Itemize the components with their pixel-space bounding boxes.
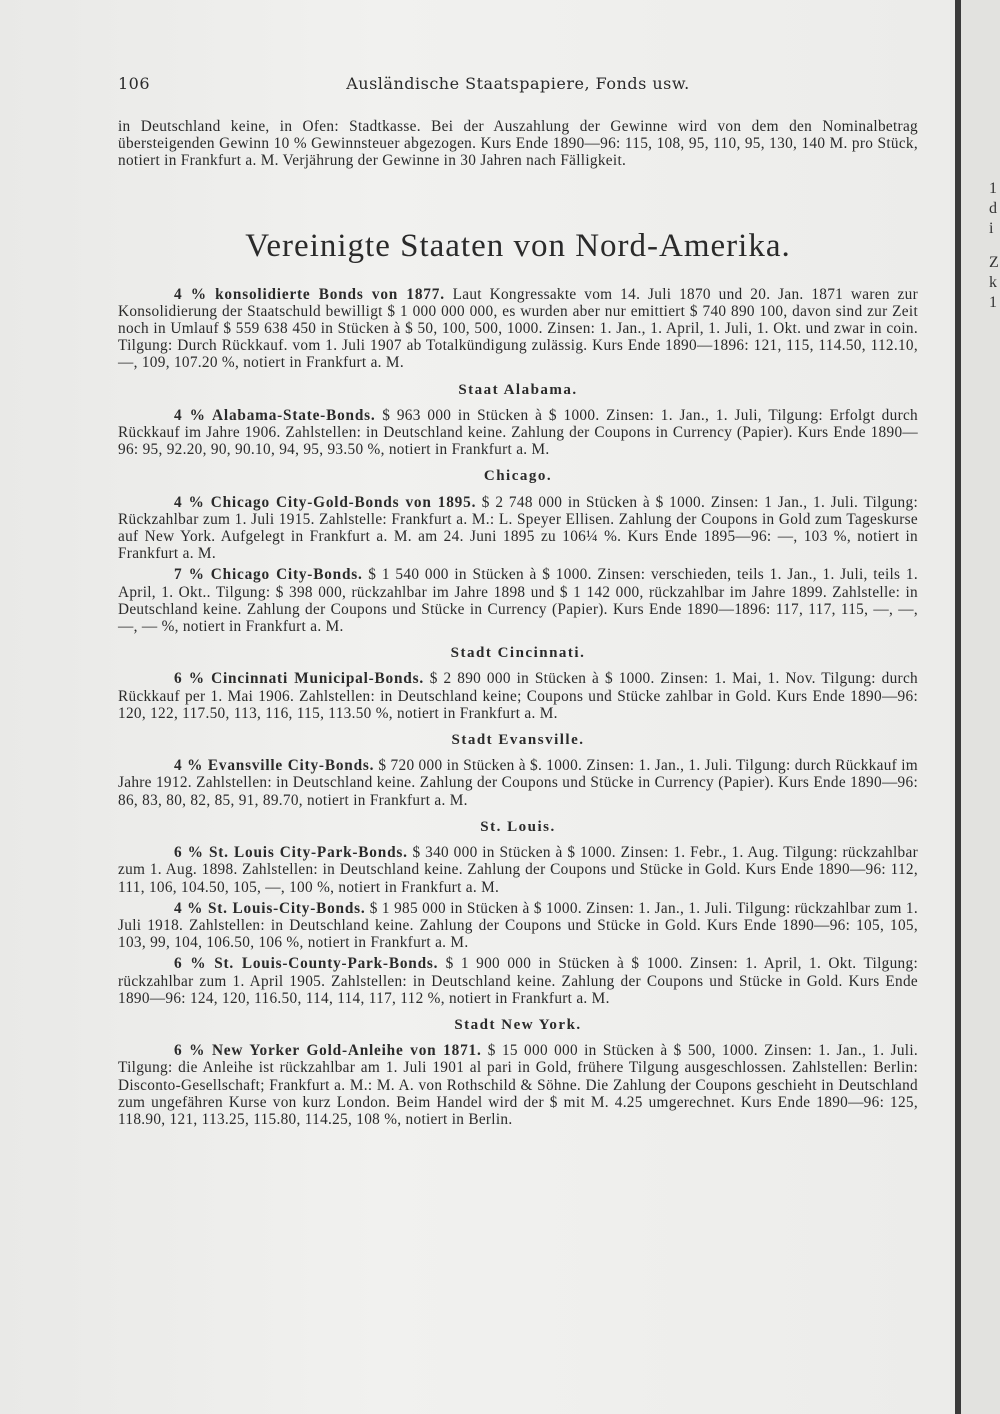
bond-entry xyxy=(118,670,918,722)
bond-text: $ 340 000 in Stücken à $ 1000. Zinsen: 1. Febr., 1. Aug. Tilgung: rückzahlbar zum 1. Aug. 1898. Zahlstellen: in Deutschland keine. Zahlung der Coupons und Stücke in Gold. Kurs Ende 1890—96: 112, 111, 106, 104.50, 105, —, 100 %, notiert in Frankfurt a. M. xyxy=(118,844,918,896)
bond-text: $ 1 900 000 in Stücken à $ 1000. Zinsen: 1. April, 1. Okt. Tilgung: rückzahlbar zum 1. April 1905. Zahlstellen: in Deutschland keine. Zahlung der Coupons und Stücke in Gold. Kurs Ende 1890—96: 124, 120, 116.50, 114, 114, 117, 112 %, notiert in Frankfurt a. M. xyxy=(118,955,918,1007)
adjacent-fragment: k xyxy=(989,274,997,291)
bond-title: 4 % St. Louis-City-Bonds. xyxy=(174,899,366,917)
bond-text: $ 1 540 000 in Stücken à $ 1000. Zinsen: verschieden, teils 1. Jan., 1. Juli, teils 1. April, 1. Okt.. Tilgung: $ 398 000, rückzahlbar im Jahre 1898 und $ 1 142 000, rückzahlbar im Jahre 1899. Zahlstelle: in Deutschland keine. Zahlung der Coupons und Stücke in Currency (Papier). Kurs Ende 1890—1896: 117, 117, 115, —, —, —, — %, notiert in Frankfurt a. M. xyxy=(118,566,918,636)
us-bond-entry xyxy=(118,286,918,372)
main-heading: Vereinigte Staaten von Nord-Amerika. xyxy=(245,227,791,264)
adjacent-fragment: Z xyxy=(989,254,999,271)
section-heading-alabama: Staat Alabama. xyxy=(458,381,578,398)
section-heading-st-louis: St. Louis. xyxy=(480,818,556,835)
bond-entry xyxy=(118,757,918,809)
bond-title: 6 % St. Louis City-Park-Bonds. xyxy=(174,844,408,862)
adjacent-page-strip xyxy=(961,0,1000,1414)
bond-title: 4 % Chicago City-Gold-Bonds von 1895. xyxy=(174,493,477,511)
page-content xyxy=(118,118,918,1132)
adjacent-fragment: d xyxy=(989,200,997,217)
bond-entry xyxy=(118,955,918,1007)
bond-entry xyxy=(118,407,918,459)
bond-title: 4 % Alabama-State-Bonds. xyxy=(174,406,376,424)
bond-title: 6 % New Yorker Gold-Anleihe von 1871. xyxy=(174,1042,482,1060)
page-number: 106 xyxy=(118,74,151,93)
adjacent-fragment: i xyxy=(989,220,994,237)
bond-text: $ 2 748 000 in Stücken à $ 1000. Zinsen: 1 Jan., 1. Juli. Tilgung: Rückzahlbar zum 1. Juli 1915. Zahlstelle: Frankfurt a. M.: L. Speyer Ellisen. Zahlung der Coupons in Gold zum Tageskurse auf New York. Aufgelegt in Frankfurt a. M. am 24. Juni 1895 zu 106¼ %. Kurs Ende 1895—96: —, 103 %, notiert in Frankfurt a. M. xyxy=(118,493,918,563)
bond-entry xyxy=(118,844,918,896)
bond-text: $ 1 985 000 in Stücken à $ 1000. Zinsen: 1. Jan., 1. Juli. Tilgung: rückzahlbar zum 1. Juli 1918. Zahlstellen: in Deutschland keine. Zahlung der Coupons und Stücke in Gold. Kurs Ende 1890—96: 105, 105, 103, 99, 104, 106.50, 106 %, notiert in Frankfurt a. M. xyxy=(118,899,918,952)
bond-text: $ 963 000 in Stücken à $ 1000. Zinsen: 1. Jan., 1. Juli, Tilgung: Erfolgt durch Rückkauf im Jahre 1906. Zahlstellen: in Deutschland keine. Zahlung der Coupons in Currency (Papier). Kurs Ende 1890—96: 95, 92.20, 90, 90.10, 94, 95, 93.50 %, notiert in Frankfurt a. M. xyxy=(118,406,919,459)
running-title: Ausländische Staatspapiere, Fonds usw. xyxy=(346,74,690,93)
adjacent-fragment: 1 xyxy=(989,294,997,311)
bond-entry xyxy=(118,494,918,563)
bond-title: 6 % Cincinnati Municipal-Bonds. xyxy=(174,670,424,688)
bond-text: Laut Kongressakte vom 14. Juli 1870 und 20. Jan. 1871 waren zur Konsolidierung der Staatschuld bewilligt $ 1 000 000 000, es wurden aber nur emittiert $ 740 890 100, davon sind zur Zeit noch in Umlauf $ 559 638 450 in Stücken à $ 50, 100, 500, 1000. Zinsen: 1. Jan., 1. April, 1. Juli, 1. Okt. und zwar in coin. Tilgung: Durch Rückkauf. vom 1. Juli 1907 ab Totalkündigung zulässig. Kurs Ende 1890—1896: 121, 115, 114.50, 112.10, —, 109, 107.20 %, notiert in Frankfurt a. M. xyxy=(118,285,918,372)
bond-title: 6 % St. Louis-County-Park-Bonds. xyxy=(174,955,439,973)
bond-title: 4 % Evansville City-Bonds. xyxy=(174,757,375,775)
adjacent-fragment: 1 xyxy=(989,180,997,197)
bond-title: 4 % konsolidierte Bonds von 1877. xyxy=(174,285,445,303)
section-heading-chicago: Chicago. xyxy=(483,468,553,485)
bond-entry xyxy=(118,1042,918,1128)
section-heading-cincinnati: Stadt Cincinnati. xyxy=(450,645,586,662)
section-heading-new-york: Stadt New York. xyxy=(454,1016,582,1033)
intro-paragraph: in Deutschland keine, in Ofen: Stadtkasse. Bei der Auszahlung der Gewinne wird von dem den Nominalbetrag übersteigenden Gewinn 10 % Gewinnsteuer abgezogen. Kurs Ende 1890—96: 115, 108, 95, 110, 95, 130, 140 M. pro Stück, notiert in Frankfurt a. M. Verjährung der Gewinne in 30 Jahren nach Fälligkeit. xyxy=(118,118,918,170)
bond-text: $ 15 000 000 in Stücken à $ 500, 1000. Zinsen: 1. Jan., 1. Juli. Tilgung: die Anleihe ist rückzahlbar am 1. Juli 1901 al pari in Gold, frühere Tilgung ausgeschlossen. Zahlstellen: Berlin: Disconto-Gesellschaft; Frankfurt a. M.: M. A. von Rothschild & Söhne. Die Zahlung der Coupons geschieht in Deutschland zum ungefähren Kurse von kurz London. Beim Handel wird der $ mit M. 4.25 umgerechnet. Kurs Ende 1890—96: 125, 118.90, 121, 113.25, 115.80, 114.25, 108 %, notiert in Berlin. xyxy=(118,1042,918,1128)
bond-text: $ 720 000 in Stücken à $. 1000. Zinsen: 1. Jan., 1. Juli. Tilgung: durch Rückkauf im Jahre 1912. Zahlstellen: in Deutschland keine. Zahlung der Coupons und Stücke in Currency (Papier). Kurs Ende 1890—96: 86, 83, 80, 82, 85, 91, 89.70, notiert in Frankfurt a. M. xyxy=(118,757,918,809)
bond-entry xyxy=(118,900,918,952)
bond-text: $ 2 890 000 in Stücken à $ 1000. Zinsen: 1. Mai, 1. Nov. Tilgung: durch Rückkauf per 1. Mai 1906. Zahlstellen: in Deutschland keine; Coupons und Stücke zahlbar in Gold. Kurs Ende 1890—96: 120, 122, 117.50, 113, 116, 115, 113.50 %, notiert in Frankfurt a. M. xyxy=(118,670,918,722)
bond-entry xyxy=(118,566,918,635)
page-header xyxy=(118,74,918,98)
section-heading-evansville: Stadt Evansville. xyxy=(451,732,585,749)
bond-title: 7 % Chicago City-Bonds. xyxy=(174,566,363,584)
